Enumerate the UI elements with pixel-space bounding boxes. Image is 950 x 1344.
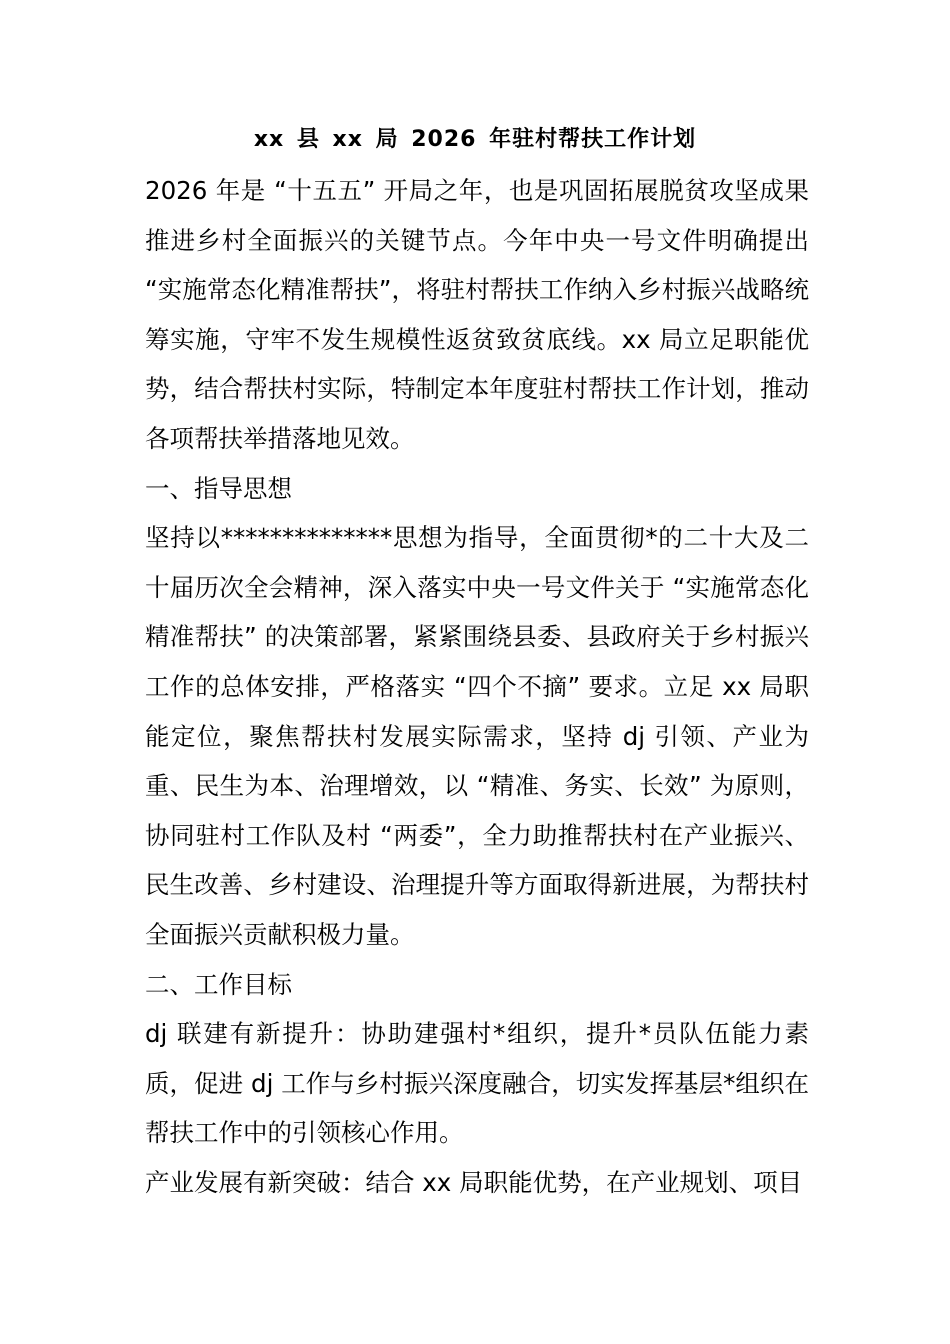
document-body — [145, 166, 809, 1207]
section-heading-work-goals: 二、工作目标 — [145, 969, 292, 999]
intro-paragraph: 2026 年是 “十五五” 开局之年，也是巩固拓展脱贫攻坚成果推进乡村全面振兴的关键节点。今年中央一号文件明确提出 “实施常态化精准帮扶”，将驻村帮扶工作纳入乡村振兴战略统筹实施，守牢不发生规模性返贫致贫底线。xx 局立足职能优势，结合帮扶村实际，特制定本年度驻村帮扶工作计划，推动各项帮扶举措落地见效。 — [145, 176, 809, 453]
section-heading-guiding-ideology: 一、指导思想 — [145, 473, 292, 503]
document-title: xx 县 xx 局 2026 年驻村帮扶工作计划 — [253, 127, 697, 152]
goal-industry-paragraph: 产业发展有新突破：结合 xx 局职能优势，在产业规划、项目 — [145, 1167, 803, 1197]
goal-party-building-paragraph: dj 联建有新提升：协助建强村*组织，提升*员队伍能力素质，促进 dj 工作与乡村振兴深度融合，切实发挥基层*组织在帮扶工作中的引领核心作用。 — [145, 1019, 809, 1148]
guiding-ideology-paragraph: 坚持以**************思想为指导，全面贯彻*的二十大及二十届历次全会精神，深入落实中央一号文件关于 “实施常态化精准帮扶” 的决策部署，紧紧围绕县委、县政府关于乡村振兴工作的总体安排，严格落实 “四个不摘” 要求。立足 xx 局职能定位，聚焦帮扶村发展实际需求，坚持 dj 引领、产业为重、民生为本、治理增效，以 “精准、务实、长效” 为原则，协同驻村工作队及村 “两委”，全力助推帮扶村在产业振兴、民生改善、乡村建设、治理提升等方面取得新进展，为帮扶村全面振兴贡献积极力量。 — [145, 523, 809, 949]
